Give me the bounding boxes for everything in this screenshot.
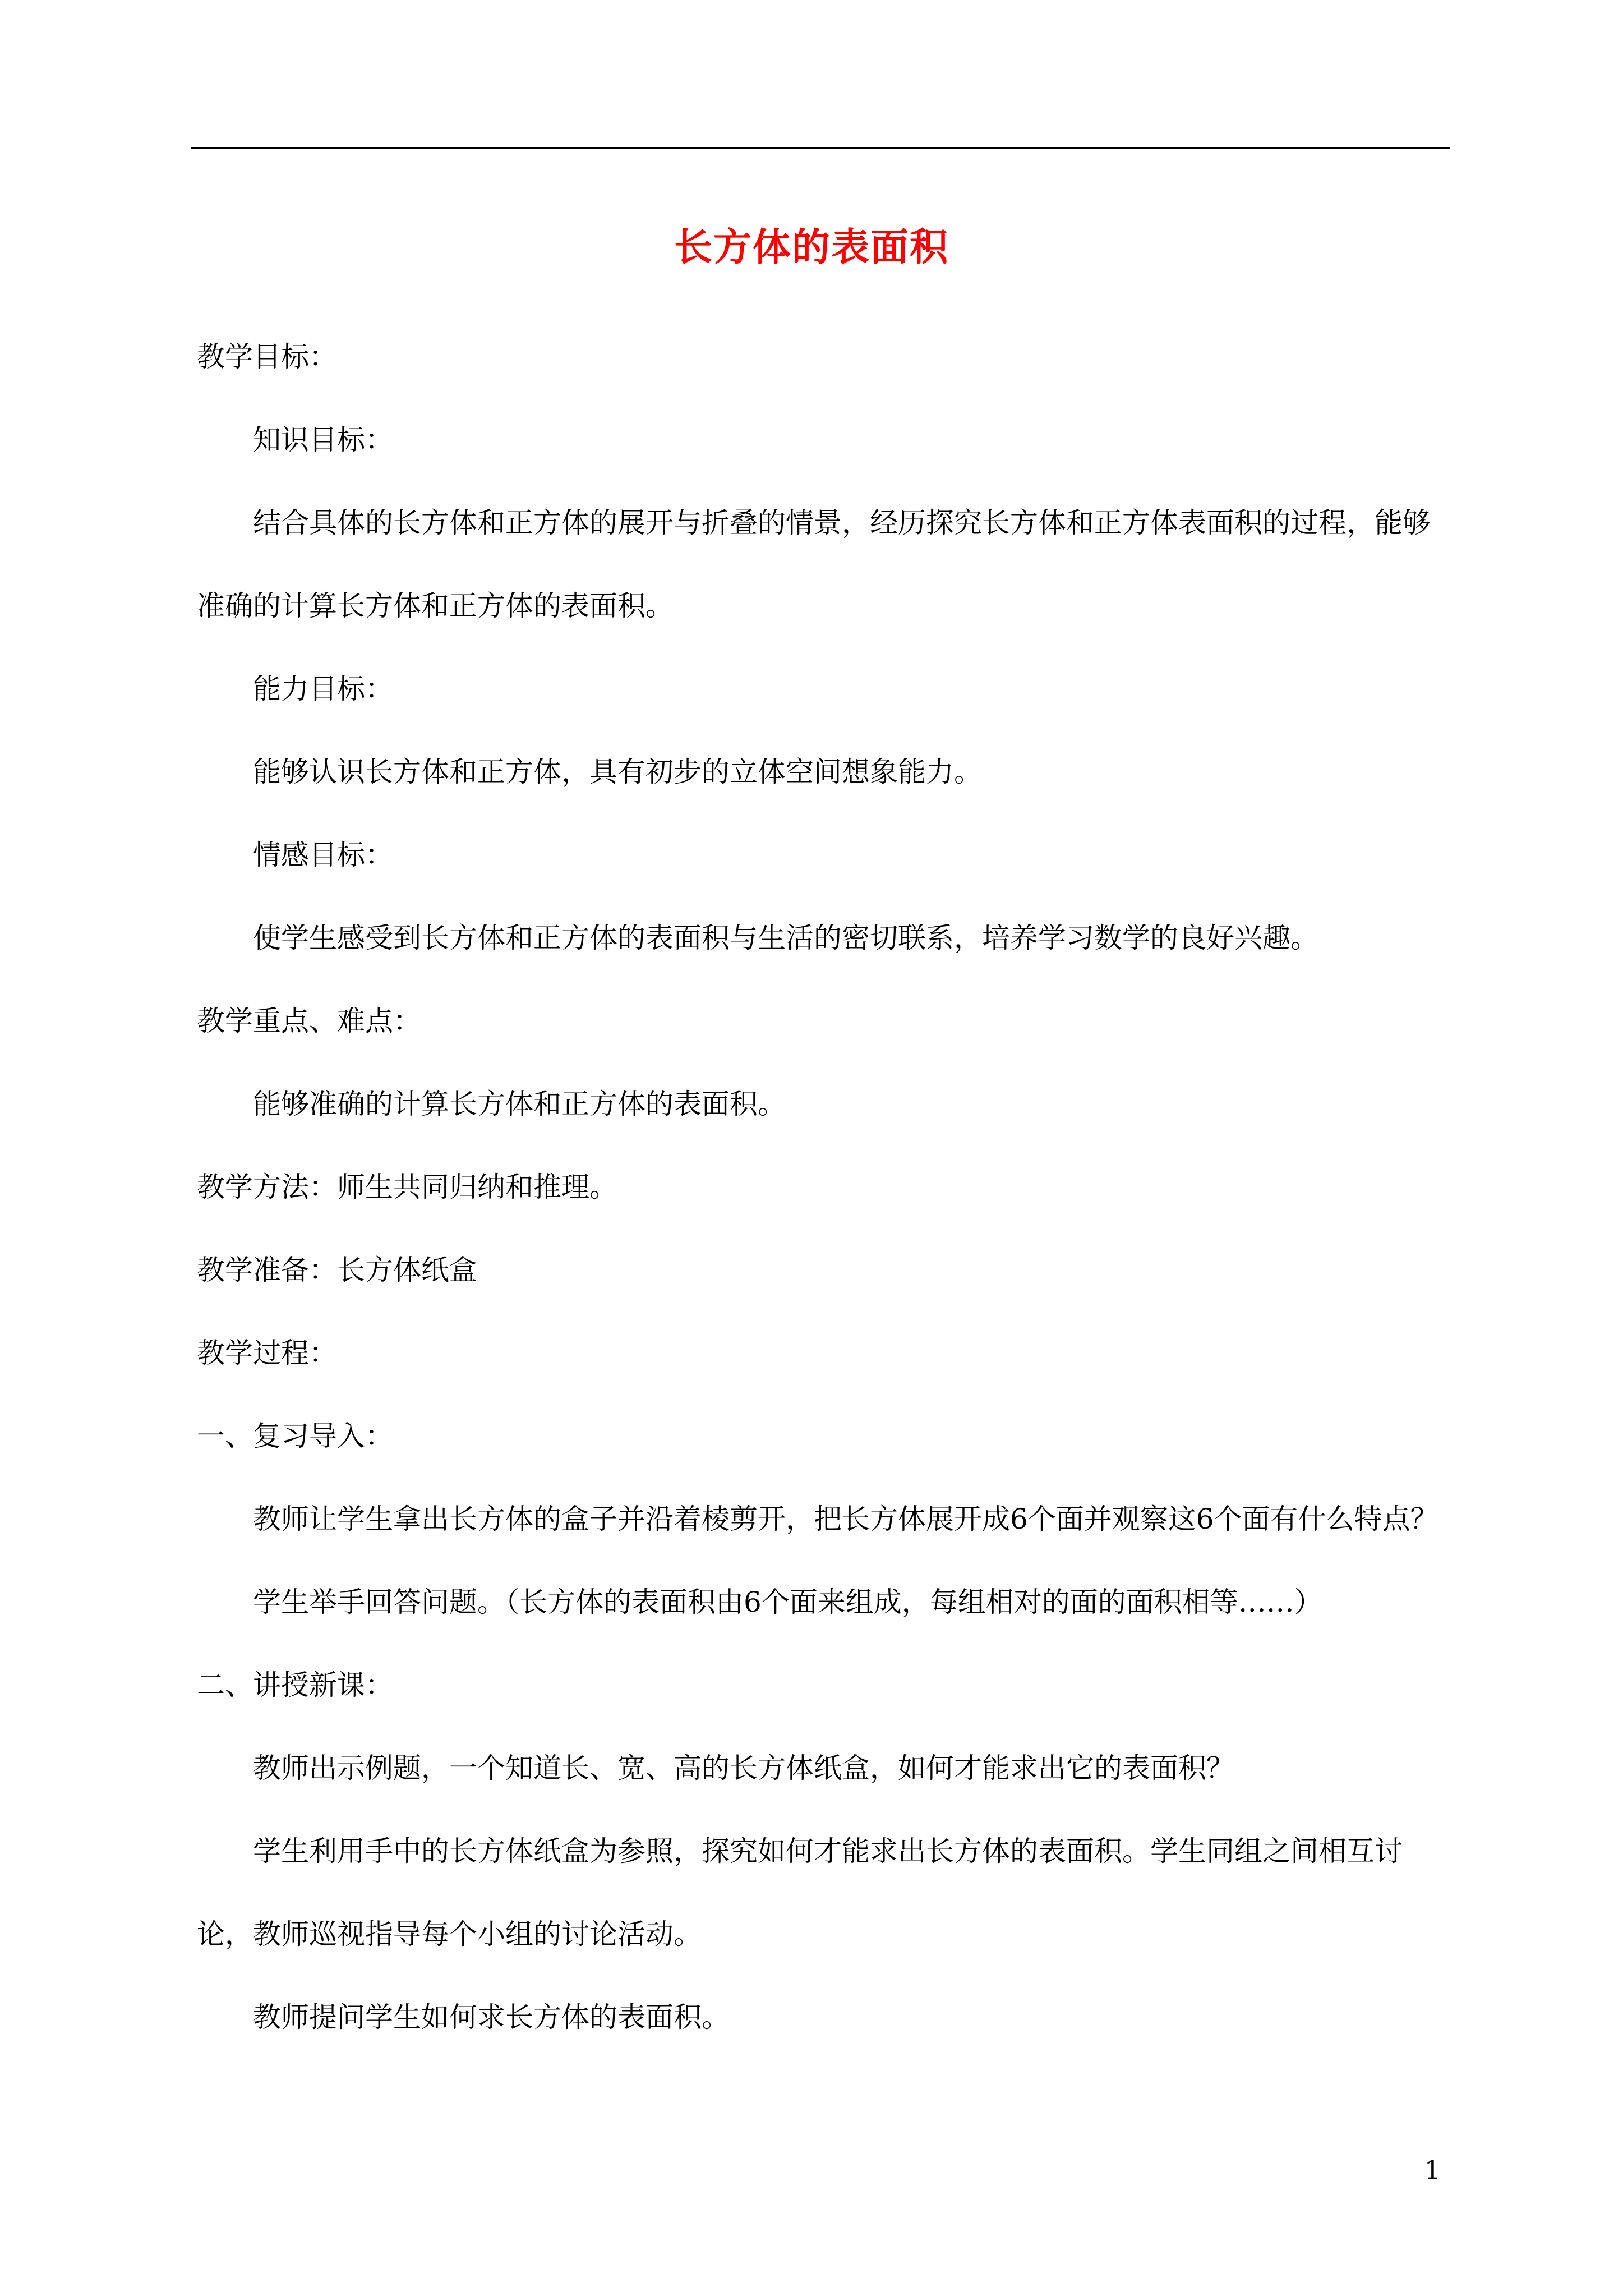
paragraph-key-points: 能够准确的计算长方体和正方体的表面积。 (253, 1088, 786, 1120)
paragraph-ability-objective: 能够认识长方体和正方体，具有初步的立体空间想象能力。 (253, 756, 982, 788)
document-title: 长方体的表面积 (674, 225, 949, 270)
paragraph-teaching-method: 教学方法：师生共同归纳和推理。 (197, 1171, 617, 1203)
page-number: 1 (1424, 2155, 1441, 2185)
document-body (197, 315, 1450, 2059)
subheading-knowledge-objective: 知识目标： (253, 424, 393, 456)
heading-new-lesson: 二、讲授新课： (197, 1669, 393, 1701)
header-rule (191, 147, 1450, 149)
paragraph-student-answer: 学生举手回答问题。（长方体的表面积由6个面来组成，每组相对的面的面积相等……） (253, 1586, 1322, 1618)
paragraph-group-exploration: 学生利用手中的长方体纸盒为参照，探究如何才能求出长方体的表面积。学生同组之间相互讨论，教师巡视指导每个小组的讨论活动。 (197, 1835, 1403, 1950)
subheading-ability-objective: 能力目标： (253, 673, 393, 705)
subheading-emotional-objective: 情感目标： (253, 839, 393, 871)
paragraph-teacher-question: 教师提问学生如何求长方体的表面积。 (253, 2001, 730, 2033)
heading-teaching-objectives: 教学目标： (197, 341, 337, 373)
paragraph-teaching-preparation: 教学准备：长方体纸盒 (197, 1254, 477, 1286)
heading-teaching-process: 教学过程： (197, 1337, 337, 1369)
paragraph-emotional-objective: 使学生感受到长方体和正方体的表面积与生活的密切联系，培养学习数学的良好兴趣。 (253, 922, 1318, 954)
heading-key-points: 教学重点、难点： (197, 1005, 421, 1037)
paragraph-example-question: 教师出示例题，一个知道长、宽、高的长方体纸盒，如何才能求出它的表面积？ (253, 1752, 1234, 1784)
heading-review-introduction: 一、复习导入： (197, 1420, 393, 1452)
paragraph-knowledge-objective: 结合具体的长方体和正方体的展开与折叠的情景，经历探究长方体和正方体表面积的过程，能够准确的计算长方体和正方体的表面积。 (197, 507, 1431, 622)
paragraph-review-activity: 教师让学生拿出长方体的盒子并沿着棱剪开，把长方体展开成6个面并观察这6个面有什么特点？ (253, 1503, 1438, 1535)
